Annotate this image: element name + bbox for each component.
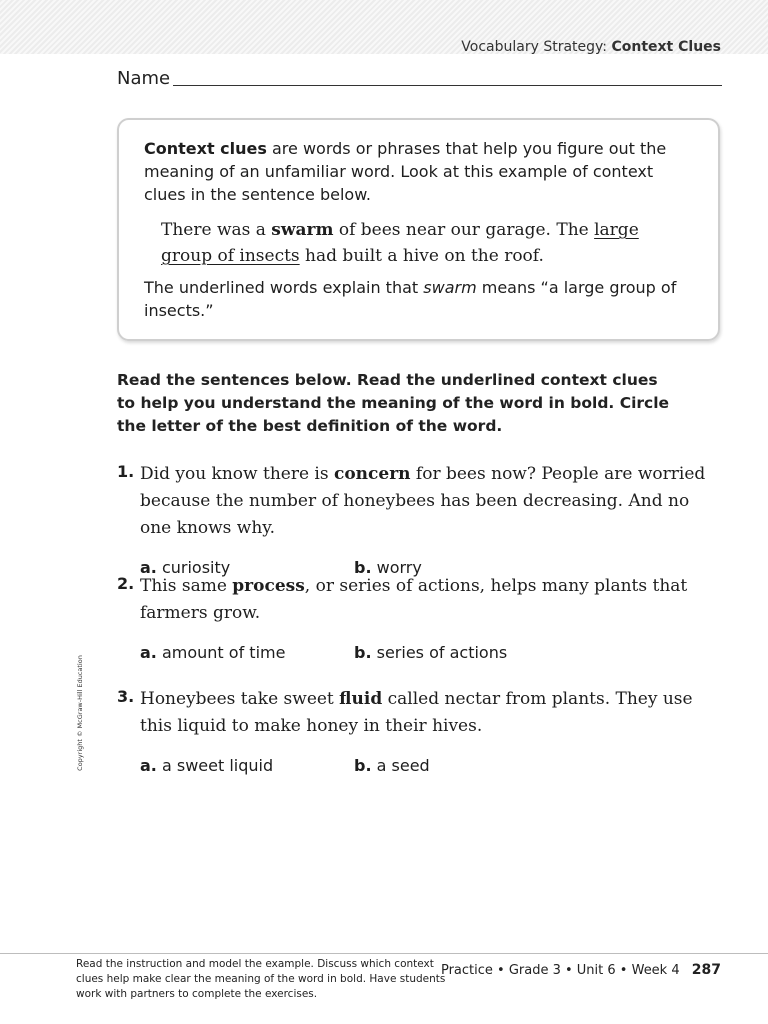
example-sentence: There was a swarm of bees near our garage. The large group of insects had built a hive on the roof. xyxy=(161,220,639,266)
example-word: swarm xyxy=(271,220,334,240)
answer-options xyxy=(140,756,727,778)
question-text: This same process, or series of actions, helps many plants that farmers grow. xyxy=(140,576,688,623)
question-number: 2. xyxy=(117,574,135,593)
series-info: Practice • Grade 3 • Unit 6 • Week 4 xyxy=(440,963,680,978)
option-b[interactable]: b. a seed xyxy=(354,756,430,775)
bold-word: fluid xyxy=(339,689,383,709)
option-a[interactable]: a. amount of time xyxy=(140,643,286,662)
name-label: Name xyxy=(117,68,171,89)
explanation-word: swarm xyxy=(423,278,477,297)
box-term: Context clues xyxy=(144,139,267,158)
example-clue: large group of insects xyxy=(161,220,639,266)
question-1 xyxy=(117,461,727,580)
header-prefix: Vocabulary Strategy: xyxy=(461,39,608,55)
instructions: Read the sentences below. Read the underlined context clues to help you understand the meaning of the word in bold. Circle the letter of the best definition of the word. xyxy=(117,371,670,435)
box-intro: Context clues are words or phrases that help you figure out the meaning of an unfamiliar word. Look at this example of context clues in the sentence below. xyxy=(144,139,667,204)
page-number: 287 xyxy=(691,962,721,978)
context-clues-box xyxy=(117,118,720,341)
question-2 xyxy=(117,573,727,665)
question-number: 1. xyxy=(117,462,135,481)
name-line xyxy=(173,85,722,86)
question-text: Honeybees take sweet fluid called nectar from plants. They use this liquid to make honey in their hives. xyxy=(140,689,693,736)
option-b[interactable]: b. series of actions xyxy=(354,643,508,662)
option-a[interactable]: a. a sweet liquid xyxy=(140,756,274,775)
question-text: Did you know there is concern for bees now? People are worried because the number of honeybees has been decreasing. And no one knows why. xyxy=(140,464,706,538)
bold-word: concern xyxy=(333,464,411,484)
option-a[interactable]: a. curiosity xyxy=(140,558,231,577)
footer-info xyxy=(441,962,721,978)
footer-divider xyxy=(0,953,768,954)
page-header xyxy=(461,39,721,55)
question-number: 3. xyxy=(117,687,135,706)
option-b[interactable]: b. worry xyxy=(354,558,422,577)
copyright-notice: Copyright © McGraw-Hill Education xyxy=(76,655,84,771)
name-row xyxy=(117,68,722,90)
header-title: Context Clues xyxy=(611,39,721,55)
question-3 xyxy=(117,686,727,778)
answer-options xyxy=(140,643,727,665)
bold-word: process xyxy=(232,576,305,596)
box-explanation: The underlined words explain that swarm means “a large group of insects.” xyxy=(144,278,677,320)
teacher-note: Read the instruction and model the example. Discuss which context clues help make clear the meaning of the word in bold. Have students work with partners to complete the exercises. xyxy=(76,958,446,1000)
